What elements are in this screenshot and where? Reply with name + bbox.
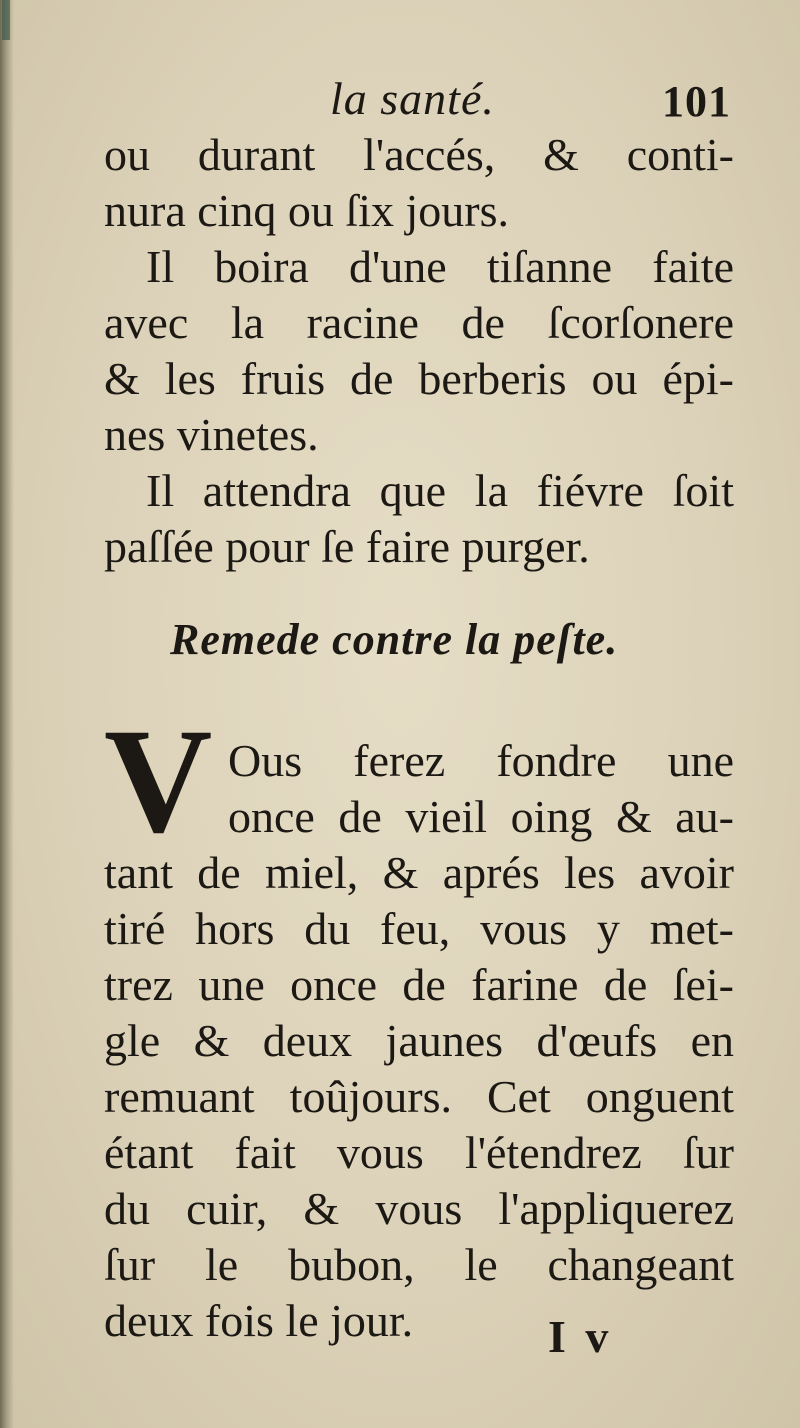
text-line: trez une once de farine de ſei-	[104, 959, 734, 1010]
text-line: ou durant l'accés, & conti-	[104, 129, 734, 180]
text-line: once de vieil oing & au-	[228, 791, 734, 842]
text-line: Il attendra que la fiévre ſoit	[146, 465, 734, 516]
text-line: & les fruis de berberis ou épi-	[104, 353, 734, 404]
text-line: Il boira d'une tiſanne faite	[146, 241, 734, 292]
text-line: deux fois le jour.	[104, 1295, 414, 1346]
text-line: étant fait vous l'étendrez ſur	[104, 1127, 734, 1178]
binding-mark	[2, 0, 10, 40]
text-line: remuant toûjours. Cet onguent	[104, 1071, 734, 1122]
running-title: la santé.	[330, 73, 495, 124]
text-line: nes vinetes.	[104, 409, 319, 460]
text-line: ſur le bubon, le changeant	[104, 1239, 734, 1290]
text-line: nura cinq ou ſix jours.	[104, 185, 509, 236]
page-number: 101	[662, 77, 731, 126]
page-binding-edge	[0, 0, 14, 1428]
drop-cap: V	[104, 698, 213, 864]
section-heading: Remede contre la peſte.	[170, 615, 619, 664]
text-line: paſſée pour ſe faire purger.	[104, 521, 590, 572]
signature-mark: I v	[548, 1311, 613, 1362]
text-line: gle & deux jaunes d'œufs en	[104, 1015, 734, 1066]
text-line: Ous ferez fondre une	[228, 735, 734, 786]
text-line: tiré hors du feu, vous y met-	[104, 903, 734, 954]
text-line: du cuir, & vous l'appliquerez	[104, 1183, 734, 1234]
text-line: tant de miel, & aprés les avoir	[104, 847, 734, 898]
text-line: avec la racine de ſcorſonere	[104, 297, 734, 348]
